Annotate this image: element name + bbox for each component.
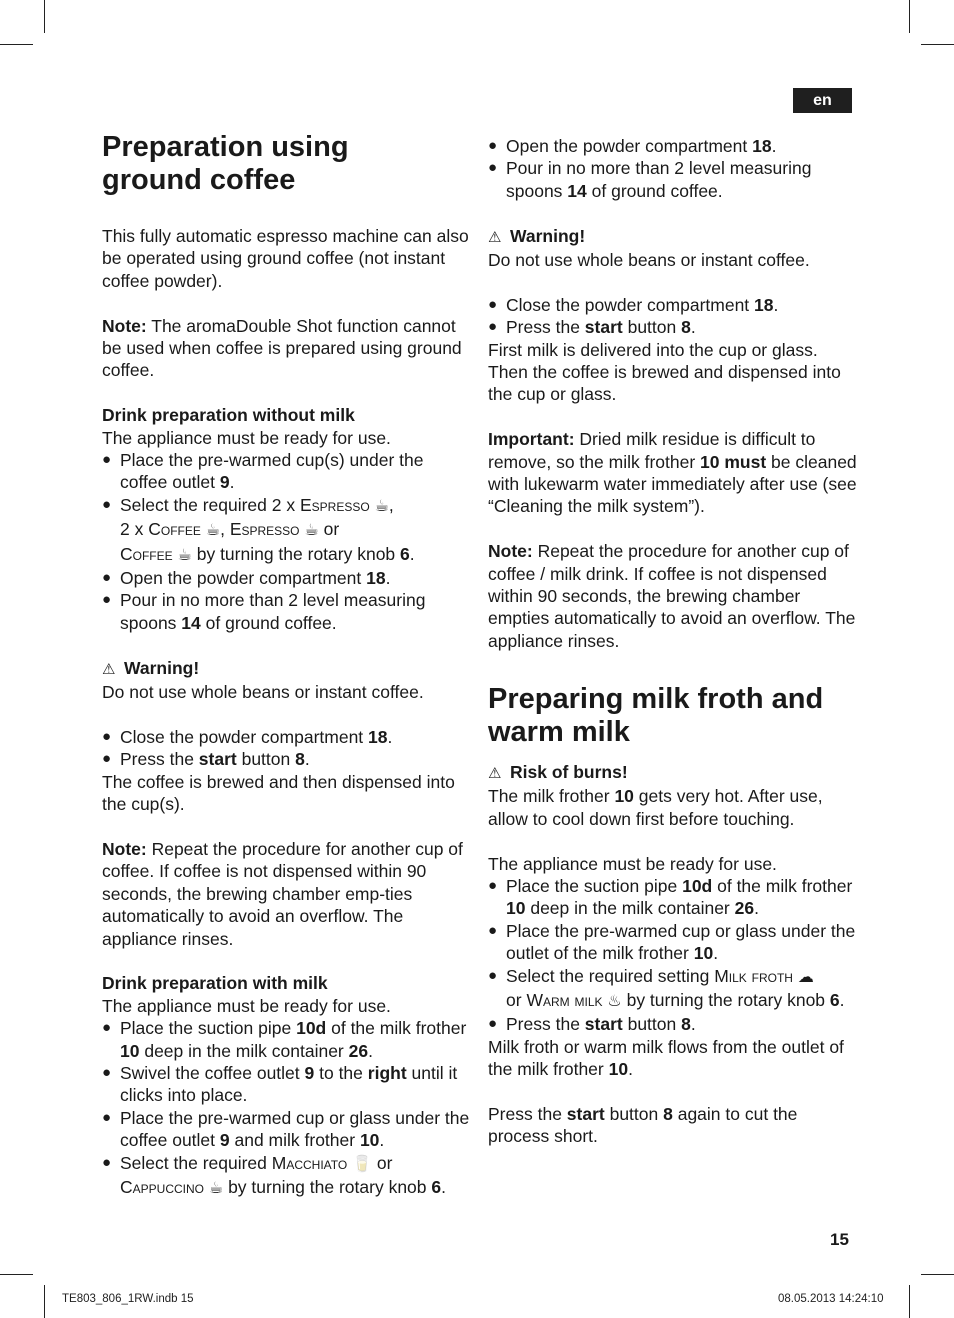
important-paragraph: Important: Dried milk residue is difficult to remove, so the milk frother 10 must be cleaned with lukewarm water immediately after use (see “Cleaning the milk system”). <box>488 429 857 517</box>
list-item: ● Select the required Macchiato 🥛 or Cappuccino ☕ by turning the rotary knob 6. <box>102 1152 470 1201</box>
list-item: ● Place the suction pipe 10d of the milk frother 10 deep in the milk container 26. <box>102 1017 470 1062</box>
crop-mark <box>921 1274 954 1275</box>
section-title: Preparing milk froth and warm milk <box>488 683 824 748</box>
intro-text: This fully automatic espresso machine can also be operated using ground coffee (not instant coffee powder). <box>102 226 469 291</box>
note-paragraph: Note: The aromaDouble Shot function cannot be used when coffee is prepared using ground coffee. <box>102 315 462 381</box>
page-title: Preparation using ground coffee <box>102 131 349 196</box>
coffee-cup-icon: ☕ <box>177 546 192 564</box>
list-item: ● Place the pre-warmed cup or glass under the outlet of the milk frother 10. <box>488 920 858 965</box>
list-item: ● Pour in no more than 2 level measuring spoons 14 of ground coffee. <box>488 157 858 202</box>
warm-milk-icon: ♨ <box>607 993 622 1011</box>
list-item: ● Place the pre-warmed cup(s) under the coffee outlet 9. <box>102 449 470 494</box>
language-tab: en <box>793 88 852 113</box>
crop-mark <box>0 1274 33 1275</box>
glass-icon: 🥛 <box>352 1155 373 1173</box>
left-body <box>102 225 470 1200</box>
list-item: ● Select the required 2 x Espresso ☕, 2 x Coffee ☕, Espresso ☕ or Coffee ☕ by turning the rotary knob 6. <box>102 494 470 567</box>
delivery-text: First milk is delivered into the cup or glass. Then the coffee is brewed and dispensed into the cup or glass. <box>488 339 841 405</box>
list-item: ● Pour in no more than 2 level measuring spoons 14 of ground coffee. <box>102 589 470 634</box>
note-paragraph: Note: Repeat the procedure for another cup of coffee / milk drink. If coffee is not dispensed within 90 seconds, the brewing chamber empties automatically to avoid an overflow. The appliance rinses. <box>488 541 856 651</box>
crop-mark <box>0 44 33 45</box>
warning-text: Do not use whole beans or instant coffee. <box>488 250 810 271</box>
warning-icon: ⚠ <box>488 765 502 782</box>
cappuccino-cup-icon: ☕ <box>208 1179 224 1197</box>
list-item: ● Press the start button 8. <box>488 1013 858 1035</box>
warning-icon: ⚠ <box>102 660 116 678</box>
list-item: ● Open the powder compartment 18. <box>488 135 858 157</box>
list-item: ● Swivel the coffee outlet 9 to the right until it clicks into place. <box>102 1062 470 1107</box>
footer-file: TE803_806_1RW.indb 15 <box>62 1293 194 1305</box>
ready-text: The appliance must be ready for use. <box>488 853 777 874</box>
section-heading: Drink preparation with milk <box>102 973 328 994</box>
list-item: ● Select the required setting Milk froth ☁ or Warm milk ♨ by turning the rotary knob 6. <box>488 965 858 1014</box>
warning-heading: ⚠ Warning! <box>488 225 858 249</box>
list-item: ● Place the suction pipe 10d of the milk frother 10 deep in the milk container 26. <box>488 875 858 920</box>
warning-text: Do not use whole beans or instant coffee. <box>102 682 424 703</box>
crop-mark <box>44 0 45 33</box>
footer-datetime: 08.05.2013 14:24:10 <box>778 1293 884 1305</box>
brew-text: The coffee is brewed and then dispensed into the cup(s). <box>102 771 455 815</box>
double-cup-icon: ☕ <box>374 497 389 515</box>
warning-icon: ⚠ <box>488 228 502 246</box>
note-paragraph: Note: Repeat the procedure for another cup of coffee. If coffee is not dispensed within 90 seconds, the brewing chamber emp-ties automatically to avoid an overflow. The appliance rinses. <box>102 838 463 949</box>
list-item: ● Press the start button 8. <box>488 316 858 338</box>
right-body-bottom <box>488 761 858 1148</box>
list-item: ● Press the start button 8. <box>102 748 470 770</box>
espresso-cup-icon: ☕ <box>304 522 319 540</box>
milk-froth-icon: ☁ <box>797 968 814 986</box>
list-item: ● Place the pre-warmed cup or glass under the coffee outlet 9 and milk frother 10. <box>102 1107 470 1152</box>
double-cup-icon: ☕ <box>205 522 221 540</box>
list-item: ● Close the powder compartment 18. <box>488 294 858 316</box>
crop-mark <box>921 44 954 45</box>
warning-heading: ⚠ Warning! <box>102 657 470 681</box>
list-item: ● Open the powder compartment 18. <box>102 567 470 589</box>
list-item: ● Close the powder compartment 18. <box>102 726 470 748</box>
page-number: 15 <box>830 1230 849 1249</box>
crop-mark <box>909 0 910 33</box>
section-heading: Drink preparation without milk <box>102 405 355 426</box>
right-body-top <box>488 135 858 652</box>
risk-text: The milk frother 10 gets very hot. After use, allow to cool down first before touching. <box>488 786 823 829</box>
crop-mark <box>44 1285 45 1318</box>
crop-mark <box>909 1285 910 1318</box>
ready-text: The appliance must be ready for use. <box>102 427 391 448</box>
risk-heading: ⚠ Risk of burns! <box>488 761 858 785</box>
flows-text: Milk froth or warm milk flows from the outlet of the milk frother 10. <box>488 1036 844 1080</box>
cut-short-text: Press the start button 8 again to cut the process short. <box>488 1104 798 1147</box>
ready-text: The appliance must be ready for use. <box>102 995 391 1016</box>
